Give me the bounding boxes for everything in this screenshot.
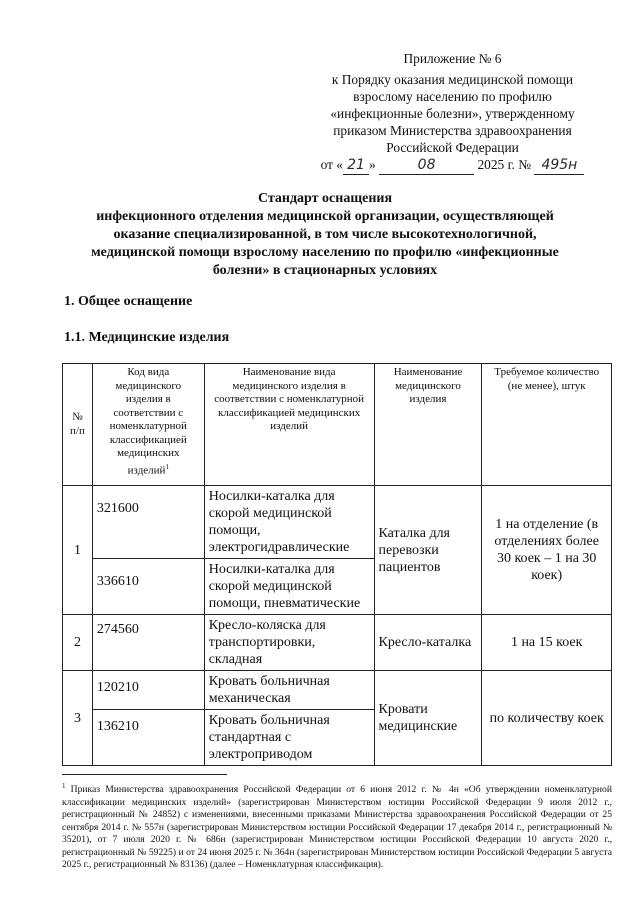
- header-kind: Наименование вида медицинского изделия в соответствии с номенклатурной классификацией медицинских изделий: [204, 364, 374, 486]
- standard-title-line: инфекционного отделения медицинской организации, осуществляющей: [96, 209, 554, 224]
- row-code: 336610: [92, 559, 204, 615]
- table-row: [63, 671, 612, 710]
- order-number-handwritten: 495н: [534, 157, 584, 175]
- row-code: 136210: [92, 710, 204, 766]
- table-row: [63, 615, 612, 671]
- appendix-title: Приложение № 6: [403, 51, 502, 66]
- row-qty: 1 на отделение (в отделениях более 30 коек – 1 на 30 коек): [482, 486, 612, 615]
- footnote-text: Приказ Министерства здравоохранения Российской Федерации от 6 июня 2012 г. № 4н «Об утверждении номенклатурной классификации медицинских изделий» (зарегистрирован Министерством юстиции Российской Федерации 9 июля 2012 г., регистрационный № 24852) с изменениями, внесенными приказами Министерства здравоохранения Российской Федерации от 25 сентября 2014 г. № 557н (зарегистрирован Министерством юстиции Российской Федерации 17 декабря 2014 г., регистрационный № 35201), от 7 июля 2020 г. № 686н (зарегистрирован Министерством юстиции Российской Федерации 10 августа 2020 г., регистрационный № 59225) и от 24 июня 2025 г. № 364н (зарегистрирован Министерством юстиции Российской Федерации 5 августа 2025 г., регистрационный № 83136) (далее – Номенклатурная классификация).: [62, 784, 612, 871]
- row-kind: Кровать больничная механическая: [204, 671, 374, 710]
- header-num: № п/п: [63, 364, 93, 486]
- appendix-header: [305, 50, 600, 176]
- standard-title-line: оказание специализированной, в том числе высокотехнологичной,: [113, 227, 537, 242]
- appendix-line: приказом Министерства здравоохранения: [333, 123, 572, 138]
- standard-title: [60, 190, 590, 280]
- footnote-divider: [62, 774, 227, 775]
- row-kind: Кровать больничная стандартная с электроприводом: [204, 710, 374, 766]
- footnote-mark: 1: [62, 782, 66, 790]
- order-day-handwritten: 21: [343, 157, 369, 175]
- row-code: 274560: [92, 615, 204, 671]
- footnote-ref: 1: [165, 462, 169, 471]
- order-prefix: от «: [320, 157, 344, 172]
- section-heading-1-1: 1.1. Медицинские изделия: [64, 330, 230, 345]
- appendix-line: взрослому населению по профилю: [353, 89, 552, 104]
- row-code: 321600: [92, 486, 204, 559]
- section-heading-1: 1. Общее оснащение: [64, 294, 193, 309]
- row-qty: 1 на 15 коек: [482, 615, 612, 671]
- equipment-table: [62, 363, 612, 766]
- row-num: 1: [63, 486, 93, 615]
- row-code: 120210: [92, 671, 204, 710]
- row-num: 2: [63, 615, 93, 671]
- row-name: Кресло-каталка: [374, 615, 482, 671]
- appendix-line: к Порядку оказания медицинской помощи: [331, 72, 574, 87]
- row-qty: по количеству коек: [482, 671, 612, 766]
- row-kind: Кресло-коляска для транспортировки, складная: [204, 615, 374, 671]
- table-row: [63, 486, 612, 559]
- header-code: [92, 364, 204, 486]
- row-kind: Носилки-каталка для скорой медицинской помощи, пневматические: [204, 559, 374, 615]
- footnote: [62, 780, 612, 872]
- standard-title-line: болезни» в стационарных условиях: [212, 263, 438, 278]
- row-name: Каталка для перевозки пациентов: [374, 486, 482, 615]
- table-header-row: [63, 364, 612, 486]
- order-month-handwritten: 08: [379, 157, 474, 175]
- standard-title-line: медицинской помощи взрослому населению по профилю «инфекционные: [91, 245, 559, 260]
- order-year: 2025 г. №: [477, 157, 532, 172]
- order-date-line: [305, 156, 600, 176]
- header-code-text: Код вида медицинского изделия в соответствии с номенклатурной классификацией медицинских изделий: [109, 366, 187, 477]
- row-num: 3: [63, 671, 93, 766]
- header-name: Наименование медицинского изделия: [374, 364, 482, 486]
- header-qty: Требуемое количество (не менее), штук: [482, 364, 612, 486]
- standard-title-line: Стандарт оснащения: [257, 191, 393, 206]
- row-name: Кровати медицинские: [374, 671, 482, 766]
- row-kind: Носилки-каталка для скорой медицинской помощи, электрогидравлические: [204, 486, 374, 559]
- order-mid: »: [369, 157, 376, 172]
- appendix-line: «инфекционные болезни», утвержденному: [330, 106, 575, 121]
- appendix-line: Российской Федерации: [386, 140, 519, 155]
